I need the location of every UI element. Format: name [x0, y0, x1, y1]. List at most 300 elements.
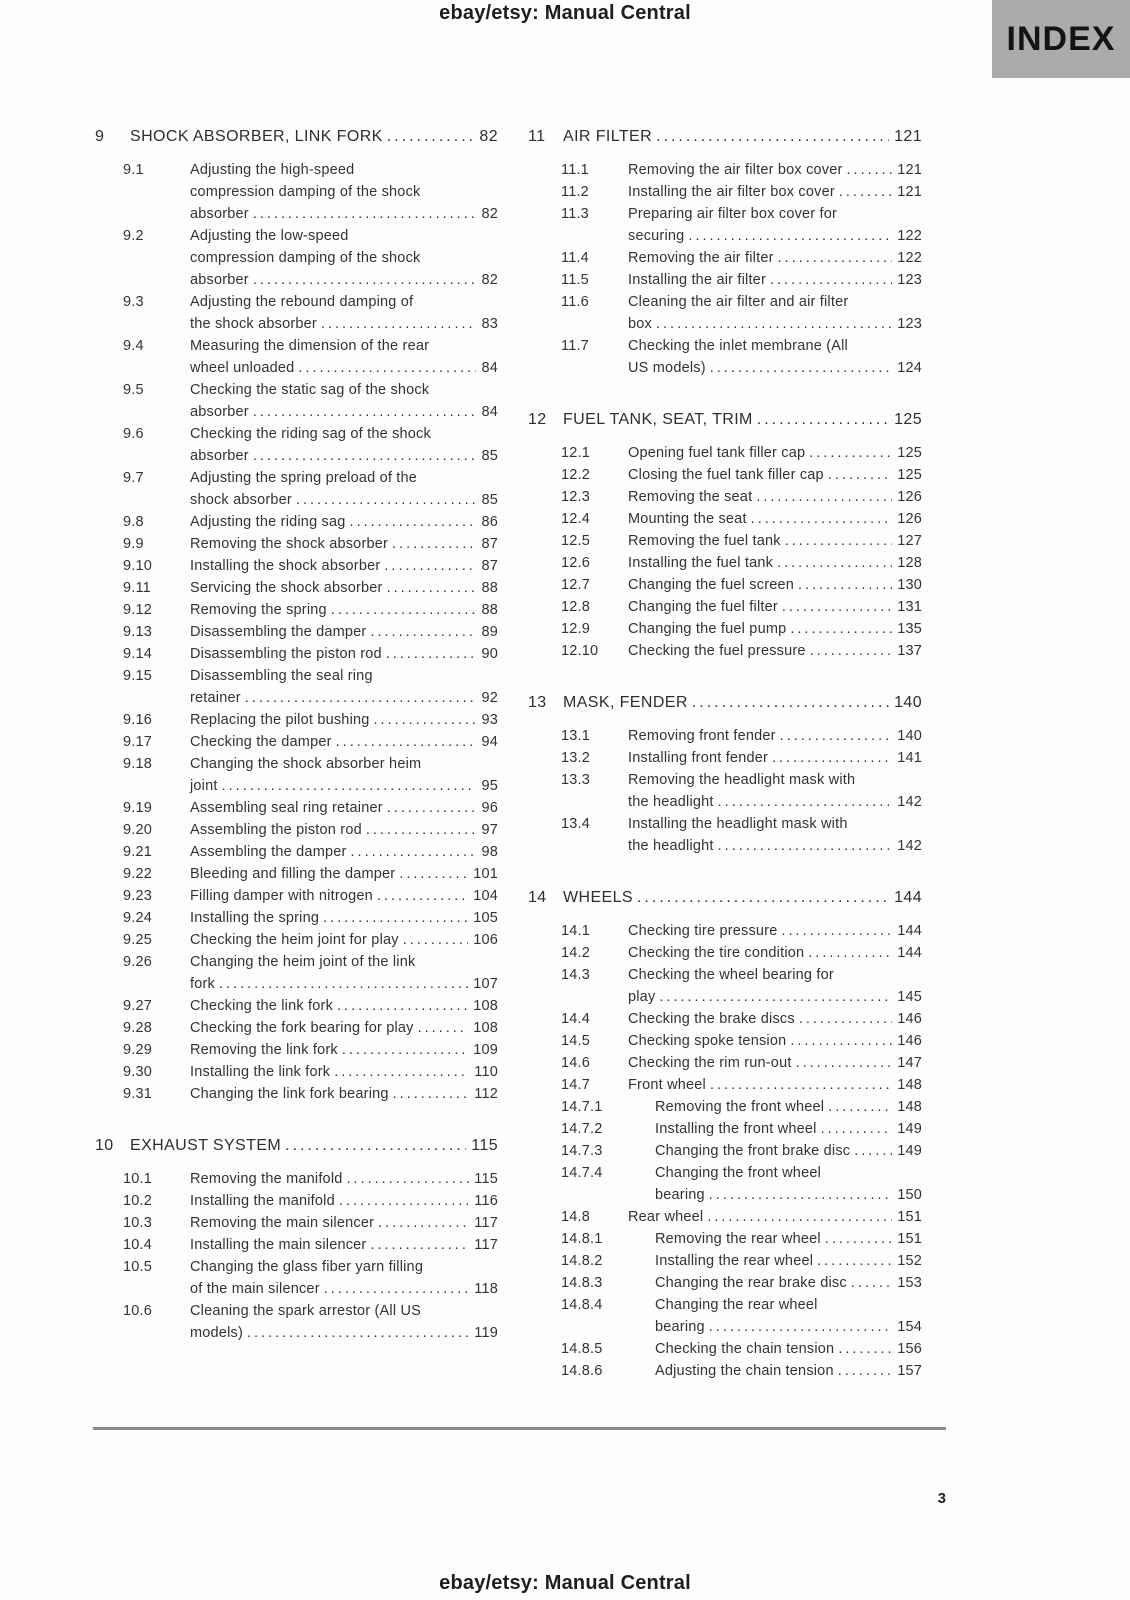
- entry-title-line: Checking the riding sag of the shock: [190, 426, 431, 442]
- entry-body: [628, 181, 922, 203]
- entry-body: [628, 335, 922, 379]
- entry-body: [190, 1061, 498, 1083]
- entry-number: 14.2: [561, 945, 591, 961]
- dot-leader: [253, 269, 477, 291]
- entry-number: 9.17: [123, 734, 153, 750]
- entry-number: 9.20: [123, 822, 153, 838]
- entry-title-line: play: [628, 989, 656, 1005]
- entry-body: [190, 709, 498, 731]
- entry-last-line: [190, 511, 498, 533]
- entry-number: 14.7: [561, 1077, 591, 1093]
- entry-page-number: 84: [481, 360, 498, 376]
- entry-title-line: Removing front fender: [628, 728, 776, 744]
- dot-leader: [339, 1190, 469, 1212]
- entry-number: 14.7.3: [561, 1143, 603, 1159]
- entry-body: [190, 863, 498, 885]
- toc-chapter-row: [525, 409, 922, 431]
- entry-page-number: 141: [897, 750, 922, 766]
- entry-last-line: [190, 1039, 498, 1061]
- index-tab: [992, 0, 1130, 78]
- dot-leader: [351, 841, 477, 863]
- toc-entry-row: [525, 1294, 922, 1338]
- chapter-heading: [563, 887, 922, 909]
- toc-entry-row: [525, 1118, 922, 1140]
- entry-page-number: 87: [481, 558, 498, 574]
- entry-title-line: Installing the front wheel: [655, 1121, 817, 1137]
- entry-body: [628, 769, 922, 813]
- entry-number: 12.4: [561, 511, 591, 527]
- entry-title-line: Removing the air filter: [628, 250, 774, 266]
- dot-leader: [799, 1008, 892, 1030]
- entry-body: [190, 159, 498, 225]
- entry-page-number: 125: [897, 467, 922, 483]
- entry-title-line: Checking spoke tension: [628, 1033, 787, 1049]
- entry-title-line: Removing the air filter box cover: [628, 162, 843, 178]
- chapter-heading: [563, 126, 922, 148]
- toc-entry-row: [525, 203, 922, 247]
- toc-chapter: [525, 409, 922, 662]
- entry-title-line: Disassembling the damper: [190, 624, 367, 640]
- entry-body: [190, 1190, 498, 1212]
- entry-last-line: [628, 464, 922, 486]
- entry-body: [628, 1360, 922, 1382]
- toc-entry-row: [92, 643, 498, 665]
- entry-last-line: [190, 819, 498, 841]
- entry-body: [628, 618, 922, 640]
- toc-entry-row: [525, 552, 922, 574]
- dot-leader: [778, 247, 893, 269]
- toc-entry-row: [92, 797, 498, 819]
- entry-page-number: 116: [474, 1193, 498, 1209]
- dot-leader: [692, 692, 889, 714]
- dot-leader: [709, 1316, 892, 1338]
- entry-number: 9.13: [123, 624, 153, 640]
- chapter-heading: [130, 1135, 498, 1157]
- entry-title-line: Removing the seat: [628, 489, 753, 505]
- entry-title-line: Replacing the pilot bushing: [190, 712, 370, 728]
- entry-number: 9.29: [123, 1042, 153, 1058]
- entry-number: 12.8: [561, 599, 591, 615]
- toc-entry-row: [92, 423, 498, 467]
- toc-entry-row: [92, 533, 498, 555]
- entry-last-line: [628, 1206, 922, 1228]
- entry-number: 9.26: [123, 954, 153, 970]
- entry-page-number: 82: [481, 206, 498, 222]
- entry-page-number: 97: [481, 822, 498, 838]
- entry-body: [628, 508, 922, 530]
- entry-last-line: [190, 1278, 498, 1300]
- entry-number: 12.7: [561, 577, 591, 593]
- dot-leader: [366, 819, 477, 841]
- dot-leader: [418, 1017, 469, 1039]
- entry-title-line: Checking the inlet membrane (All: [628, 338, 848, 354]
- dot-leader: [718, 835, 893, 857]
- entry-number: 14.3: [561, 967, 591, 983]
- entry-title-line: Checking the static sag of the shock: [190, 382, 430, 398]
- entry-body: [190, 379, 498, 423]
- entry-title-line: compression damping of the shock: [190, 184, 421, 200]
- dot-leader: [796, 1052, 893, 1074]
- dot-leader: [838, 1360, 892, 1382]
- entry-number: 13.3: [561, 772, 591, 788]
- toc-entry-row: [92, 621, 498, 643]
- entry-number: 9.4: [123, 338, 144, 354]
- entry-page-number: 147: [897, 1055, 922, 1071]
- entry-page-number: 88: [481, 602, 498, 618]
- toc-chapter-row: [525, 692, 922, 714]
- toc-entry-row: [525, 964, 922, 1008]
- dot-leader: [780, 725, 893, 747]
- entry-title-line: Filling damper with nitrogen: [190, 888, 373, 904]
- entry-body: [190, 1212, 498, 1234]
- entry-number: 11.1: [561, 162, 589, 178]
- entry-last-line: [628, 313, 922, 335]
- header-title: ebay/etsy: Manual Central: [439, 2, 691, 24]
- entry-page-number: 93: [481, 712, 498, 728]
- entry-page-number: 152: [897, 1253, 922, 1269]
- toc-entry-row: [525, 1008, 922, 1030]
- entry-page-number: 109: [473, 1042, 498, 1058]
- entry-body: [628, 1250, 922, 1272]
- entry-last-line: [190, 643, 498, 665]
- entry-page-number: 149: [897, 1143, 922, 1159]
- dot-leader: [387, 797, 477, 819]
- chapter-number: 11: [528, 128, 546, 145]
- dot-leader: [710, 357, 892, 379]
- entry-last-line: [190, 929, 498, 951]
- dot-leader: [770, 269, 892, 291]
- dot-leader: [798, 574, 892, 596]
- entry-last-line: [628, 508, 922, 530]
- toc-entry-row: [525, 1360, 922, 1382]
- entry-page-number: 124: [897, 360, 922, 376]
- toc-entry-row: [525, 247, 922, 269]
- dot-leader: [350, 511, 477, 533]
- entry-title-line: Changing the link fork bearing: [190, 1086, 389, 1102]
- entry-page-number: 96: [481, 800, 498, 816]
- entry-body: [190, 1168, 498, 1190]
- entry-number: 14.8.6: [561, 1363, 603, 1379]
- toc-entry-row: [92, 841, 498, 863]
- entry-title-line: Adjusting the chain tension: [655, 1363, 834, 1379]
- entry-last-line: [655, 1250, 922, 1272]
- entry-title-line: the headlight: [628, 838, 714, 854]
- dot-leader: [709, 1184, 892, 1206]
- dot-leader: [637, 887, 889, 909]
- entry-title-line: Removing the fuel tank: [628, 533, 781, 549]
- entry-title-line: the headlight: [628, 794, 714, 810]
- entry-number: 9.24: [123, 910, 153, 926]
- entry-title-line: Disassembling the piston rod: [190, 646, 382, 662]
- index-tab-label: INDEX: [1006, 19, 1116, 58]
- entry-title-line: box: [628, 316, 652, 332]
- toc-entry-row: [92, 1212, 498, 1234]
- entry-last-line: [190, 797, 498, 819]
- entry-title-line: wheel unloaded: [190, 360, 295, 376]
- entry-title-line: absorber: [190, 272, 249, 288]
- entry-body: [628, 1338, 922, 1360]
- entry-number: 13.2: [561, 750, 591, 766]
- entry-number: 10.6: [123, 1303, 153, 1319]
- dot-leader: [387, 126, 475, 148]
- dot-leader: [403, 929, 469, 951]
- toc-entry-row: [92, 1017, 498, 1039]
- dot-leader: [817, 1250, 892, 1272]
- entry-title-line: Changing the shock absorber heim: [190, 756, 422, 772]
- entry-last-line: [628, 247, 922, 269]
- toc-entry-row: [92, 1168, 498, 1190]
- entry-number: 11.2: [561, 184, 589, 200]
- entry-title-line: Installing the air filter: [628, 272, 766, 288]
- toc-entry-row: [525, 813, 922, 857]
- dot-leader: [253, 445, 477, 467]
- entry-last-line: [190, 489, 498, 511]
- entry-title-line: Rear wheel: [628, 1209, 704, 1225]
- entry-page-number: 88: [481, 580, 498, 596]
- entry-page-number: 144: [897, 945, 922, 961]
- toc-entry-row: [525, 725, 922, 747]
- dot-leader: [337, 995, 468, 1017]
- footer-rule: [93, 1427, 946, 1430]
- entry-body: [628, 530, 922, 552]
- entry-number: 11.6: [561, 294, 589, 310]
- entry-title-line: Changing the fuel pump: [628, 621, 787, 637]
- entry-last-line: [628, 835, 922, 857]
- entry-page-number: 106: [473, 932, 498, 948]
- entry-title-line: of the main silencer: [190, 1281, 320, 1297]
- entry-number: 14.8: [561, 1209, 591, 1225]
- entry-page-number: 85: [481, 492, 498, 508]
- entry-title-line: Cleaning the spark arrestor (All US: [190, 1303, 422, 1319]
- entry-number: 9.30: [123, 1064, 153, 1080]
- dot-leader: [321, 313, 477, 335]
- toc-entry-row: [92, 929, 498, 951]
- dot-leader: [399, 863, 468, 885]
- entry-body: [190, 841, 498, 863]
- toc-entry-row: [525, 1272, 922, 1294]
- entry-body: [190, 1083, 498, 1105]
- entry-page-number: 135: [897, 621, 922, 637]
- chapter-page-number: 115: [471, 1137, 498, 1154]
- entry-body: [190, 423, 498, 467]
- toc-entry-row: [525, 1338, 922, 1360]
- entry-number: 14.8.5: [561, 1341, 603, 1357]
- entry-last-line: [190, 907, 498, 929]
- entry-last-line: [628, 942, 922, 964]
- dot-leader: [810, 640, 893, 662]
- toc-entry-row: [92, 1083, 498, 1105]
- entry-page-number: 126: [897, 489, 922, 505]
- chapter-page-number: 144: [894, 889, 922, 906]
- entry-number: 14.7.4: [561, 1165, 603, 1181]
- entry-last-line: [628, 574, 922, 596]
- entry-body: [628, 203, 922, 247]
- entry-number: 9.28: [123, 1020, 153, 1036]
- entry-page-number: 157: [897, 1363, 922, 1379]
- dot-leader: [785, 530, 892, 552]
- entry-number: 9.1: [123, 162, 144, 178]
- entry-body: [628, 159, 922, 181]
- entry-title-line: Installing the spring: [190, 910, 320, 926]
- entry-last-line: [190, 401, 498, 423]
- entry-number: 14.7.2: [561, 1121, 603, 1137]
- toc-entry-row: [525, 269, 922, 291]
- entry-page-number: 112: [474, 1086, 498, 1102]
- entry-body: [628, 269, 922, 291]
- dot-leader: [772, 747, 892, 769]
- toc-entry-row: [92, 731, 498, 753]
- entry-last-line: [628, 618, 922, 640]
- entry-title-line: Installing the shock absorber: [190, 558, 381, 574]
- entry-last-line: [655, 1184, 922, 1206]
- entry-page-number: 148: [897, 1077, 922, 1093]
- entry-title-line: Removing the rear wheel: [655, 1231, 821, 1247]
- entry-number: 9.15: [123, 668, 153, 684]
- entry-last-line: [628, 747, 922, 769]
- entry-number: 9.8: [123, 514, 144, 530]
- entry-number: 9.23: [123, 888, 153, 904]
- entry-page-number: 107: [473, 976, 498, 992]
- entry-last-line: [628, 552, 922, 574]
- chapter-page-number: 140: [894, 694, 922, 711]
- entry-page-number: 85: [481, 448, 498, 464]
- entry-number: 9.31: [123, 1086, 153, 1102]
- dot-leader: [790, 618, 892, 640]
- entry-body: [190, 1039, 498, 1061]
- entry-body: [190, 797, 498, 819]
- entry-page-number: 95: [481, 778, 498, 794]
- entry-number: 12.1: [561, 445, 591, 461]
- dot-leader: [392, 533, 476, 555]
- entry-title-line: Checking the wheel bearing for: [628, 967, 834, 983]
- entry-last-line: [628, 596, 922, 618]
- entry-page-number: 110: [474, 1064, 498, 1080]
- entry-page-number: 122: [897, 228, 922, 244]
- toc-entry-row: [525, 508, 922, 530]
- dot-leader: [847, 159, 893, 181]
- entry-body: [190, 643, 498, 665]
- entry-page-number: 117: [474, 1237, 498, 1253]
- entry-last-line: [628, 357, 922, 379]
- entry-body: [628, 291, 922, 335]
- entry-number: 14.8.1: [561, 1231, 603, 1247]
- entry-body: [190, 335, 498, 379]
- entry-last-line: [190, 1017, 498, 1039]
- toc-entry-row: [92, 1300, 498, 1344]
- entry-number: 11.7: [561, 338, 589, 354]
- entry-title-line: joint: [190, 778, 218, 794]
- dot-leader: [253, 401, 477, 423]
- entry-body: [190, 885, 498, 907]
- entry-last-line: [190, 1322, 498, 1344]
- entry-body: [190, 1017, 498, 1039]
- toc-entry-row: [525, 769, 922, 813]
- entry-last-line: [190, 709, 498, 731]
- dot-leader: [247, 1322, 469, 1344]
- entry-page-number: 126: [897, 511, 922, 527]
- toc-entry-row: [92, 863, 498, 885]
- entry-number: 10.2: [123, 1193, 153, 1209]
- toc-chapter: [92, 1135, 498, 1344]
- entry-last-line: [628, 920, 922, 942]
- entry-last-line: [190, 1061, 498, 1083]
- entry-page-number: 128: [897, 555, 922, 571]
- entry-body: [190, 511, 498, 533]
- entry-title-line: Checking the fuel pressure: [628, 643, 806, 659]
- entry-last-line: [190, 445, 498, 467]
- entry-last-line: [655, 1272, 922, 1294]
- entry-body: [628, 640, 922, 662]
- dot-leader: [710, 1074, 892, 1096]
- entry-body: [628, 486, 922, 508]
- entry-title-line: Removing the manifold: [190, 1171, 343, 1187]
- dot-leader: [393, 1083, 470, 1105]
- entry-number: 9.5: [123, 382, 144, 398]
- entry-last-line: [190, 863, 498, 885]
- dot-leader: [336, 731, 477, 753]
- dot-leader: [781, 920, 892, 942]
- dot-leader: [707, 1206, 892, 1228]
- chapter-title: AIR FILTER: [563, 128, 653, 145]
- toc-entry-row: [92, 709, 498, 731]
- entry-last-line: [190, 973, 498, 995]
- entry-last-line: [655, 1096, 922, 1118]
- entry-title-line: fork: [190, 976, 215, 992]
- toc-entry-row: [525, 1162, 922, 1206]
- entry-body: [628, 747, 922, 769]
- entry-body: [628, 1052, 922, 1074]
- entry-title-line: Adjusting the low-speed: [190, 228, 349, 244]
- entry-last-line: [655, 1360, 922, 1382]
- toc-chapter-row: [525, 126, 922, 148]
- entry-page-number: 137: [897, 643, 922, 659]
- footer-title: ebay/etsy: Manual Central: [439, 1572, 691, 1594]
- chapter-title: WHEELS: [563, 889, 633, 906]
- entry-title-line: Changing the fuel screen: [628, 577, 795, 593]
- entry-body: [190, 1256, 498, 1300]
- entry-number: 9.16: [123, 712, 153, 728]
- toc-entry-row: [92, 753, 498, 797]
- toc-entry-row: [525, 181, 922, 203]
- entry-title-line: Checking the damper: [190, 734, 332, 750]
- entry-page-number: 94: [481, 734, 498, 750]
- entry-title-line: Changing the fuel filter: [628, 599, 778, 615]
- dot-leader: [384, 555, 476, 577]
- entry-page-number: 144: [897, 923, 922, 939]
- entry-number: 9.27: [123, 998, 153, 1014]
- entry-body: [628, 1228, 922, 1250]
- dot-leader: [718, 791, 893, 813]
- chapter-heading: [563, 409, 922, 431]
- toc-entry-row: [92, 1256, 498, 1300]
- chapter-page-number: 82: [479, 128, 498, 145]
- entry-last-line: [628, 791, 922, 813]
- entry-number: 10.1: [123, 1171, 153, 1187]
- dot-leader: [777, 552, 892, 574]
- toc-entry-row: [525, 159, 922, 181]
- entry-page-number: 123: [897, 272, 922, 288]
- toc-left-column: [92, 126, 498, 1344]
- entry-title-line: Removing the front wheel: [655, 1099, 825, 1115]
- dot-leader: [839, 181, 892, 203]
- entry-number: 13.4: [561, 816, 591, 832]
- entry-title-line: Checking the heim joint for play: [190, 932, 399, 948]
- entry-body: [628, 1074, 922, 1096]
- toc-chapter-row: [92, 126, 498, 148]
- entry-title-line: US models): [628, 360, 706, 376]
- entry-body: [190, 753, 498, 797]
- dot-leader: [854, 1140, 892, 1162]
